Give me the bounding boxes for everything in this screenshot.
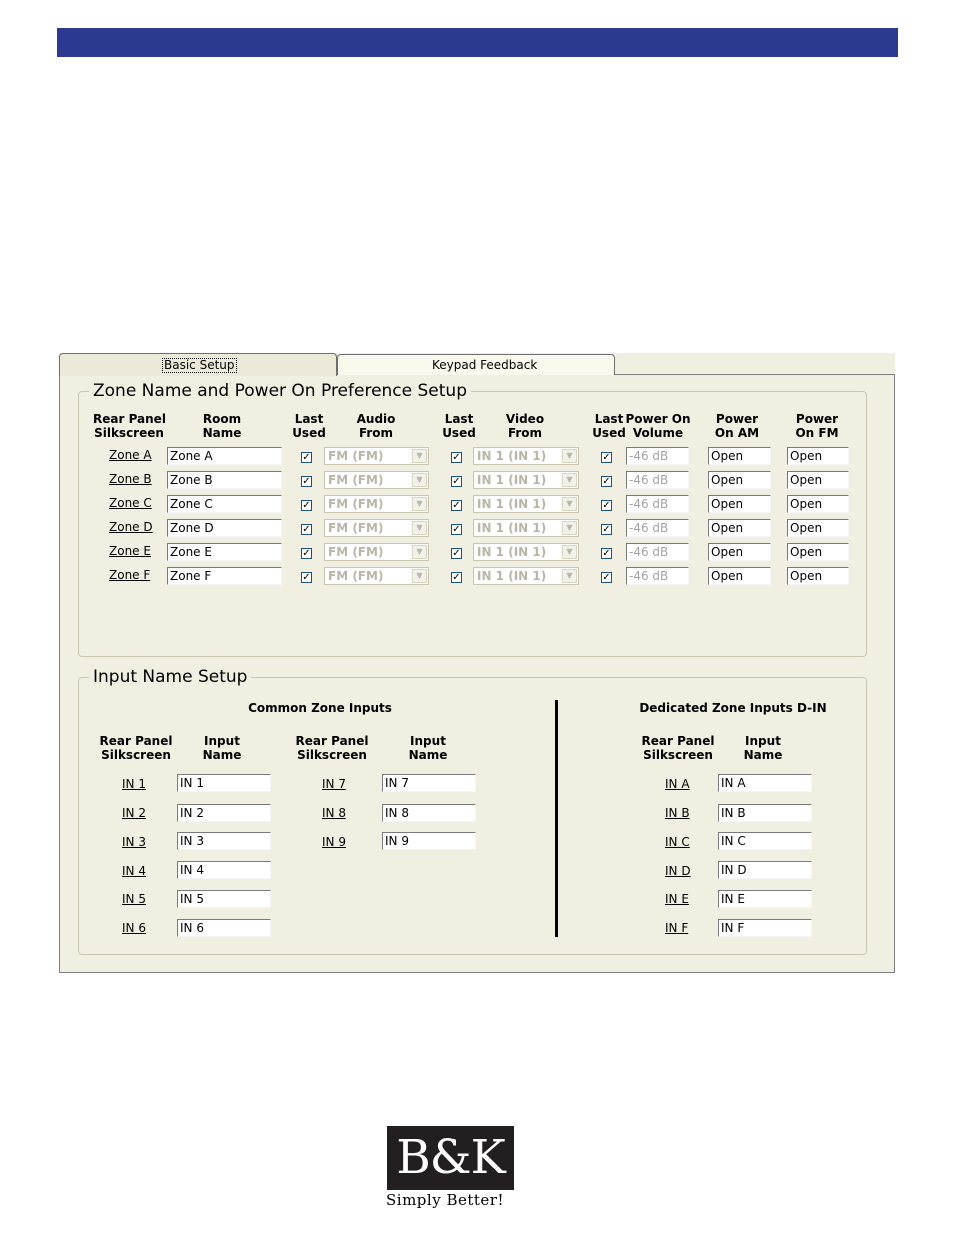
common-inputs-title: Common Zone Inputs [248, 701, 392, 715]
video-from-select[interactable] [473, 495, 579, 513]
power-on-volume-input[interactable]: -46 dB [626, 567, 689, 585]
input-name-field[interactable]: IN 7 [382, 774, 476, 792]
tab-label: Keypad Feedback [432, 358, 538, 372]
room-name-input[interactable]: Zone E [167, 543, 282, 561]
power-on-volume-input[interactable]: -46 dB [626, 519, 689, 537]
power-on-fm-input[interactable]: Open [787, 447, 849, 465]
input-silkscreen-link[interactable]: IN D [665, 864, 691, 878]
input-setup-title: Input Name Setup [89, 667, 251, 687]
header-power-on-fm: Power On FM [795, 412, 839, 440]
video-from-select[interactable] [473, 447, 579, 465]
video-last-used-checkbox[interactable]: ✓ [452, 548, 461, 559]
select-value: FM (FM) [328, 569, 384, 583]
brand-logo: B&K [387, 1126, 514, 1190]
chevron-down-icon[interactable]: ▼ [562, 569, 577, 583]
power-on-am-input[interactable]: Open [708, 543, 771, 561]
input-silkscreen-link[interactable]: IN C [665, 835, 690, 849]
select-value: IN 1 (IN 1) [477, 497, 547, 511]
chevron-down-icon[interactable]: ▼ [562, 521, 577, 535]
audio-last-used-checkbox[interactable]: ✓ [302, 548, 311, 559]
audio-from-select[interactable] [324, 447, 429, 465]
audio-last-used-checkbox[interactable]: ✓ [302, 500, 311, 511]
power-on-am-input[interactable]: Open [708, 567, 771, 585]
volume-last-used-checkbox[interactable]: ✓ [602, 476, 611, 487]
select-value: IN 1 (IN 1) [477, 473, 547, 487]
video-from-select[interactable] [473, 567, 579, 585]
chevron-down-icon[interactable]: ▼ [412, 545, 427, 559]
power-on-volume-input[interactable]: -46 dB [626, 471, 689, 489]
select-value: FM (FM) [328, 473, 384, 487]
video-last-used-checkbox[interactable]: ✓ [452, 476, 461, 487]
power-on-volume-input[interactable]: -46 dB [626, 543, 689, 561]
audio-last-used-checkbox[interactable]: ✓ [302, 572, 311, 583]
video-last-used-checkbox[interactable]: ✓ [452, 500, 461, 511]
power-on-volume-input[interactable]: -46 dB [626, 447, 689, 465]
header-audio-last-used: Last Used [292, 412, 326, 440]
room-name-input[interactable]: Zone F [167, 567, 282, 585]
zone-silkscreen-link[interactable]: Zone D [109, 520, 153, 534]
input-silkscreen-link[interactable]: IN 6 [122, 921, 146, 935]
input-name-field[interactable]: IN 3 [177, 832, 271, 850]
section-divider [555, 700, 558, 937]
audio-from-select[interactable] [324, 519, 429, 537]
power-on-am-input[interactable]: Open [708, 495, 771, 513]
input-name-field[interactable]: IN 1 [177, 774, 271, 792]
input-name-field[interactable]: IN 6 [177, 919, 271, 937]
power-on-fm-input[interactable]: Open [787, 519, 849, 537]
room-name-input[interactable]: Zone B [167, 471, 282, 489]
input-silkscreen-link[interactable]: IN 9 [322, 835, 346, 849]
audio-from-select[interactable] [324, 543, 429, 561]
volume-last-used-checkbox[interactable]: ✓ [602, 548, 611, 559]
tab-label: Basic Setup [164, 358, 235, 372]
power-on-am-input[interactable]: Open [708, 471, 771, 489]
volume-last-used-checkbox[interactable]: ✓ [602, 572, 611, 583]
power-on-am-input[interactable]: Open [708, 519, 771, 537]
video-last-used-checkbox[interactable]: ✓ [452, 572, 461, 583]
room-name-input[interactable]: Zone C [167, 495, 282, 513]
chevron-down-icon[interactable]: ▼ [562, 473, 577, 487]
header-rear-panel: Rear Panel Silkscreen [93, 412, 166, 440]
setup-window [59, 353, 895, 973]
header-room-name: Room Name [202, 412, 242, 440]
dedicated-header-silkscreen: Rear Panel Silkscreen [641, 734, 715, 762]
input-silkscreen-link[interactable]: IN 2 [122, 806, 146, 820]
header-video-from: Video From [505, 412, 545, 440]
power-on-fm-input[interactable]: Open [787, 471, 849, 489]
chevron-down-icon[interactable]: ▼ [562, 497, 577, 511]
audio-from-select[interactable] [324, 495, 429, 513]
header-power-on-am: Power On AM [714, 412, 760, 440]
input-silkscreen-link[interactable]: IN 3 [122, 835, 146, 849]
input-silkscreen-link[interactable]: IN A [665, 777, 690, 791]
volume-last-used-checkbox[interactable]: ✓ [602, 524, 611, 535]
select-value: IN 1 (IN 1) [477, 569, 547, 583]
chevron-down-icon[interactable]: ▼ [412, 497, 427, 511]
zone-setup-title: Zone Name and Power On Preference Setup [89, 381, 471, 401]
input-name-field[interactable]: IN 4 [177, 861, 271, 879]
power-on-fm-input[interactable]: Open [787, 567, 849, 585]
input-name-field[interactable]: IN E [718, 890, 812, 908]
video-from-select[interactable] [473, 519, 579, 537]
zone-silkscreen-link[interactable]: Zone C [109, 496, 152, 510]
tab-keypad-feedback[interactable] [337, 354, 615, 375]
header-power-on-volume: Power On Volume [625, 412, 691, 440]
audio-last-used-checkbox[interactable]: ✓ [302, 452, 311, 463]
select-value: IN 1 (IN 1) [477, 545, 547, 559]
power-on-fm-input[interactable]: Open [787, 495, 849, 513]
common-col2-header-name: Input Name [408, 734, 448, 762]
power-on-fm-input[interactable]: Open [787, 543, 849, 561]
input-name-field[interactable]: IN D [718, 861, 812, 879]
video-from-select[interactable] [473, 543, 579, 561]
zone-silkscreen-link[interactable]: Zone F [109, 568, 151, 582]
chevron-down-icon[interactable]: ▼ [562, 545, 577, 559]
power-on-am-input[interactable]: Open [708, 447, 771, 465]
chevron-down-icon[interactable]: ▼ [562, 449, 577, 463]
select-value: FM (FM) [328, 497, 384, 511]
input-name-field[interactable]: IN 8 [382, 804, 476, 822]
dedicated-inputs-title: Dedicated Zone Inputs D-IN [639, 701, 827, 715]
common-col1-header-name: Input Name [202, 734, 242, 762]
tab-panel [59, 374, 895, 973]
header-audio-from: Audio From [356, 412, 396, 440]
chevron-down-icon[interactable]: ▼ [412, 569, 427, 583]
volume-last-used-checkbox[interactable]: ✓ [602, 500, 611, 511]
header-video-last-used: Last Used [442, 412, 476, 440]
header-volume-last-used: Last Used [592, 412, 626, 440]
select-value: IN 1 (IN 1) [477, 449, 547, 463]
audio-from-select[interactable] [324, 567, 429, 585]
room-name-input[interactable]: Zone A [167, 447, 282, 465]
select-value: FM (FM) [328, 449, 384, 463]
input-silkscreen-link[interactable]: IN F [665, 921, 689, 935]
chevron-down-icon[interactable]: ▼ [412, 473, 427, 487]
audio-last-used-checkbox[interactable]: ✓ [302, 476, 311, 487]
tab-basic-setup[interactable] [59, 353, 337, 376]
room-name-input[interactable]: Zone D [167, 519, 282, 537]
input-name-field[interactable]: IN C [718, 832, 812, 850]
input-silkscreen-link[interactable]: IN 7 [322, 777, 346, 791]
input-silkscreen-link[interactable]: IN B [665, 806, 690, 820]
input-name-field[interactable]: IN B [718, 804, 812, 822]
common-col1-header-silkscreen: Rear Panel Silkscreen [99, 734, 173, 762]
input-name-field[interactable]: IN A [718, 774, 812, 792]
video-from-select[interactable] [473, 471, 579, 489]
select-value: FM (FM) [328, 545, 384, 559]
common-col2-header-silkscreen: Rear Panel Silkscreen [295, 734, 369, 762]
power-on-volume-input[interactable]: -46 dB [626, 495, 689, 513]
chevron-down-icon[interactable]: ▼ [412, 521, 427, 535]
chevron-down-icon[interactable]: ▼ [412, 449, 427, 463]
select-value: FM (FM) [328, 521, 384, 535]
volume-last-used-checkbox[interactable]: ✓ [602, 452, 611, 463]
input-silkscreen-link[interactable]: IN 8 [322, 806, 346, 820]
input-silkscreen-link[interactable]: IN 1 [122, 777, 146, 791]
input-name-field[interactable]: IN 2 [177, 804, 271, 822]
dedicated-header-name: Input Name [743, 734, 783, 762]
video-last-used-checkbox[interactable]: ✓ [452, 524, 461, 535]
input-silkscreen-link[interactable]: IN 4 [122, 864, 146, 878]
input-name-field[interactable]: IN F [718, 919, 812, 937]
zone-silkscreen-link[interactable]: Zone A [109, 448, 152, 462]
input-name-field[interactable]: IN 9 [382, 832, 476, 850]
brand-tagline: Simply Better! [386, 1191, 504, 1209]
input-silkscreen-link[interactable]: IN 5 [122, 892, 146, 906]
audio-last-used-checkbox[interactable]: ✓ [302, 524, 311, 535]
input-name-field[interactable]: IN 5 [177, 890, 271, 908]
tab-strip [59, 353, 895, 375]
video-last-used-checkbox[interactable]: ✓ [452, 452, 461, 463]
select-value: IN 1 (IN 1) [477, 521, 547, 535]
audio-from-select[interactable] [324, 471, 429, 489]
header-banner [57, 28, 898, 57]
input-silkscreen-link[interactable]: IN E [665, 892, 689, 906]
zone-silkscreen-link[interactable]: Zone B [109, 472, 152, 486]
zone-silkscreen-link[interactable]: Zone E [109, 544, 151, 558]
